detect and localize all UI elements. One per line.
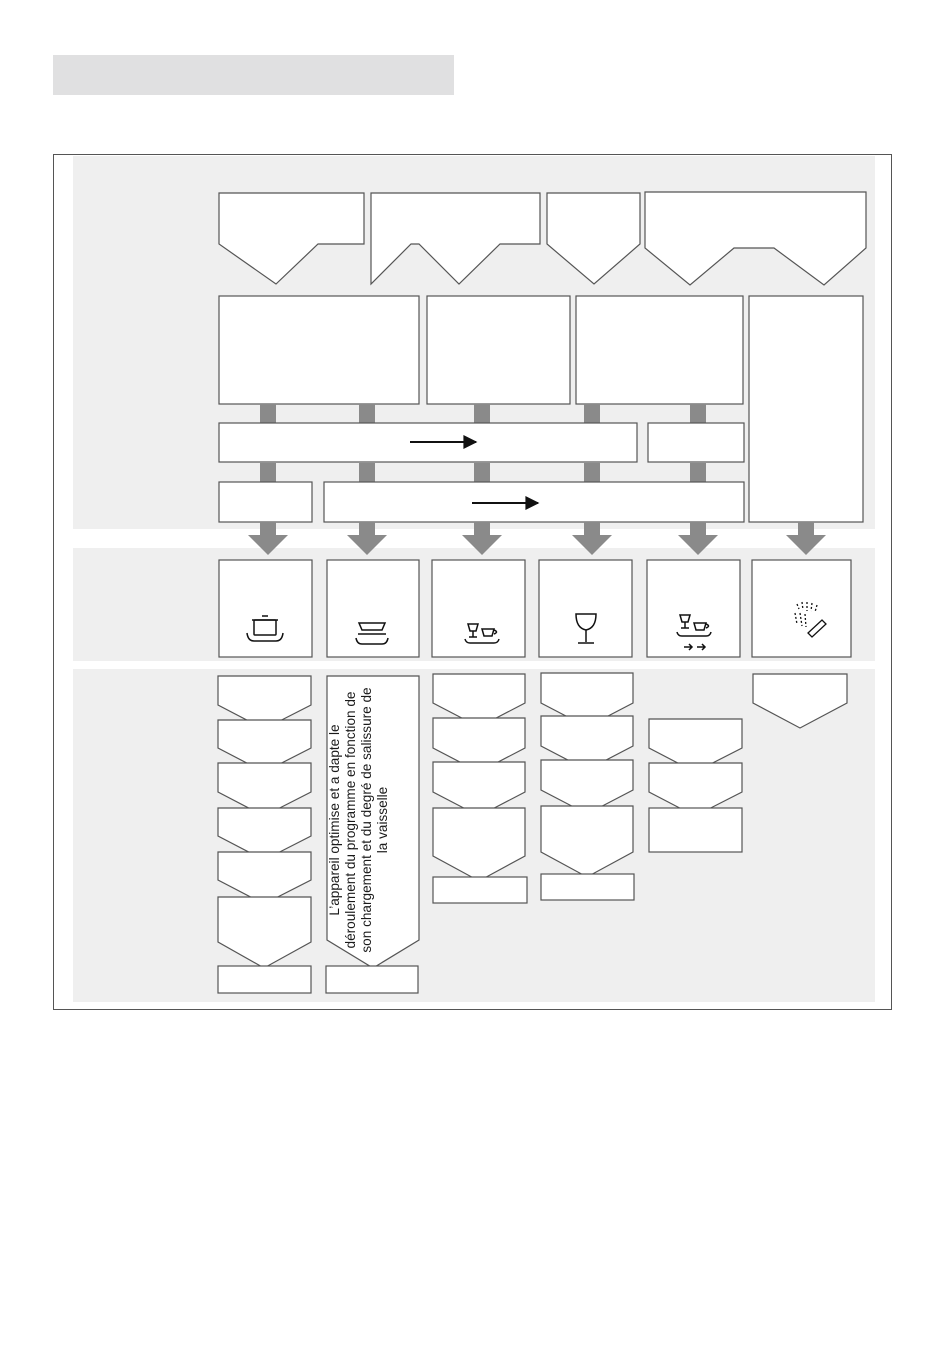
connector: [260, 404, 276, 423]
connector: [474, 463, 490, 482]
connector: [584, 404, 600, 423]
step-end-box: [649, 808, 742, 852]
program-box-5: [647, 560, 740, 657]
mid-box-small: [648, 423, 744, 462]
step-end-box: [218, 966, 311, 993]
connector: [260, 463, 276, 482]
connector: [584, 463, 600, 482]
connector: [690, 463, 706, 482]
auto-program-description: L’appareil optimise et a dapte le déroulement du programme en fonction de son chargement et du degré de salissure de la vaisselle: [327, 687, 390, 953]
top-box-3: [576, 296, 743, 404]
step-end-box: [433, 877, 527, 903]
program-box-1: [219, 560, 312, 657]
connector: [359, 463, 375, 482]
top-box-right-tall: [749, 296, 863, 522]
step-end-box: [326, 966, 418, 993]
connector: [690, 404, 706, 423]
lower-box-left: [219, 482, 312, 522]
step-end-box: [541, 874, 634, 900]
top-box-2: [427, 296, 570, 404]
top-box-1: [219, 296, 419, 404]
program-box-2: [327, 560, 419, 657]
connector: [474, 404, 490, 423]
connector: [359, 404, 375, 423]
program-box-6: [752, 560, 851, 657]
